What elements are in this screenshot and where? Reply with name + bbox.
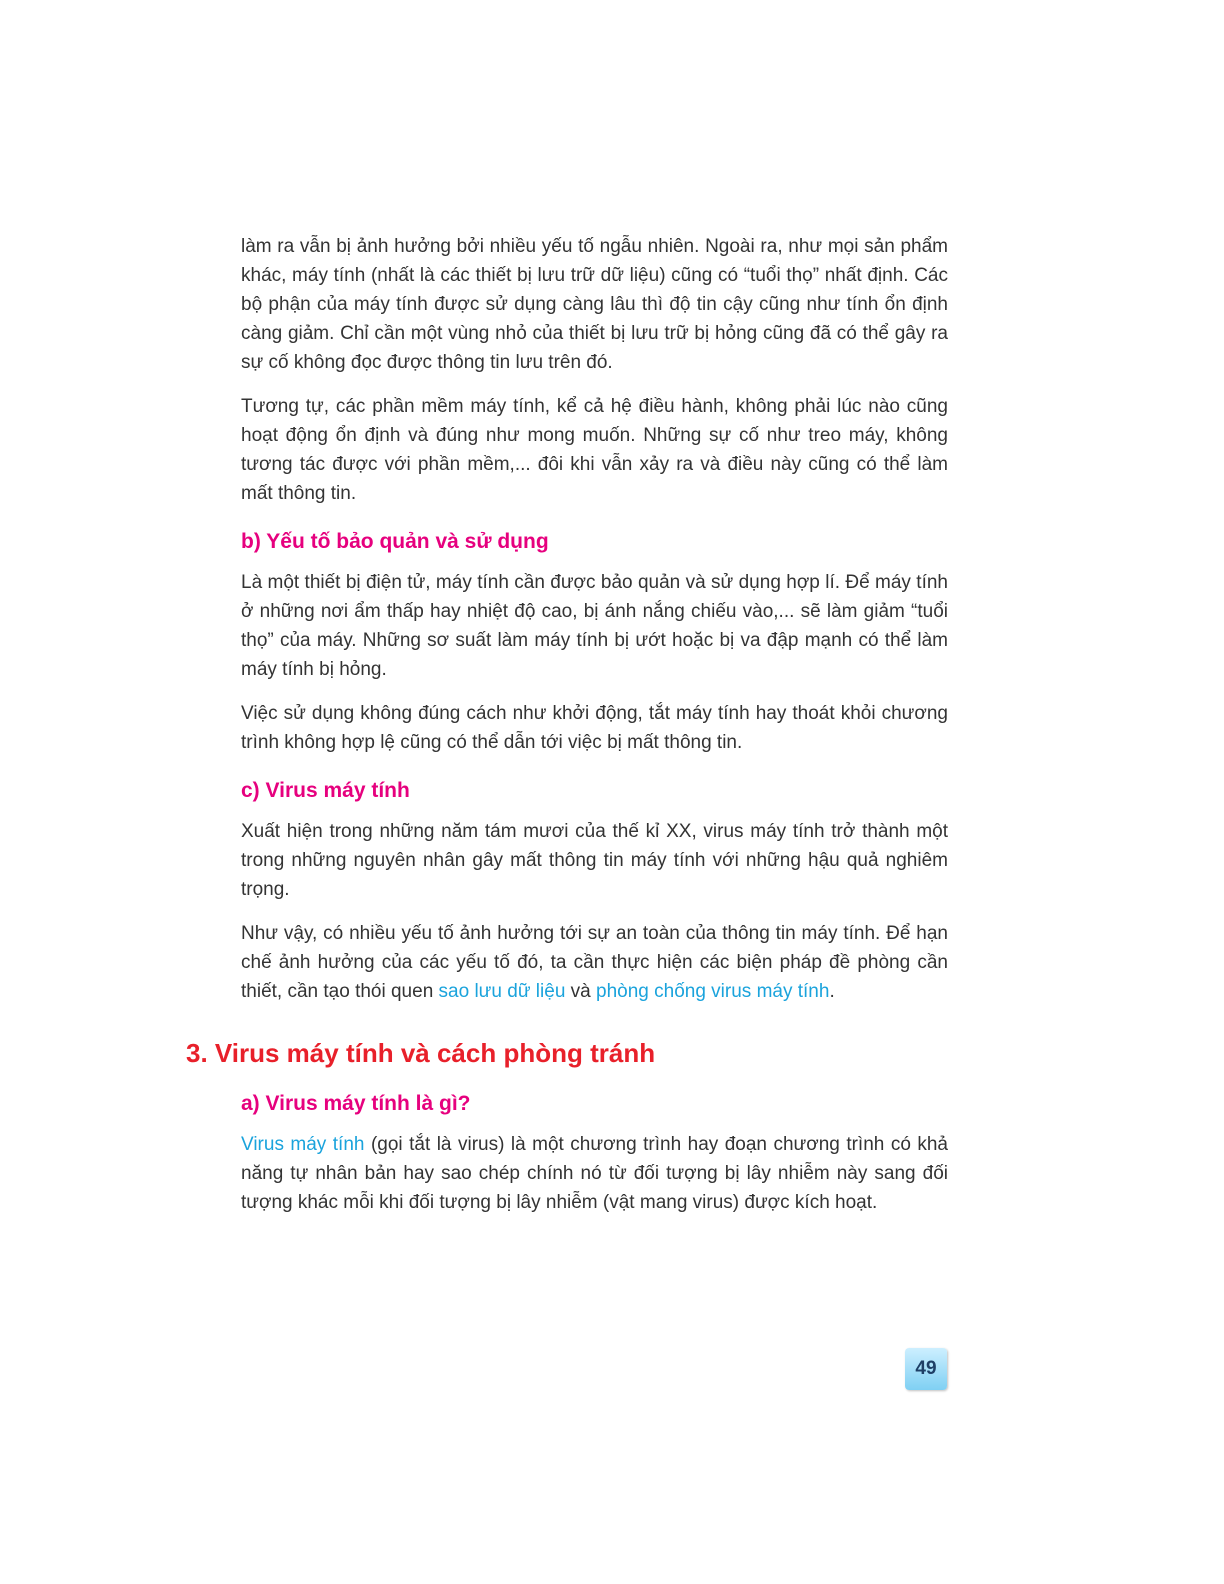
paragraph-storage: Là một thiết bị điện tử, máy tính cần được bảo quản và sử dụng hợp lí. Để máy tính ở những nơi ẩm thấp hay nhiệt độ cao, bị ánh nắng chiếu vào,... sẽ làm giảm “tuổi thọ” của máy. Những sơ suất làm máy tính bị ướt hoặc bị va đập mạnh có thể làm máy tính bị hỏng.	[241, 572, 948, 680]
link-backup-data[interactable]: sao lưu dữ liệu	[438, 981, 566, 1002]
page-content	[186, 232, 948, 1232]
subheading-storage-usage: b) Yếu tố bảo quản và sử dụng	[241, 530, 549, 553]
paragraph-summary	[241, 919, 948, 1006]
summary-text-before: Như vậy, có nhiều yếu tố ảnh hưởng tới sự an toàn của thông tin máy tính. Để hạn chế ảnh hưởng của các yếu tố đó, ta cần thực hiện các biện pháp đề phòng cần thiết, cần tạo thói quen	[241, 923, 948, 1002]
summary-text-middle: và	[565, 981, 597, 1002]
subheading-what-is-virus: a) Virus máy tính là gì?	[241, 1092, 471, 1115]
paragraph-software: Tương tự, các phần mềm máy tính, kể cả hệ điều hành, không phải lúc nào cũng hoạt động ổn định và đúng như mong muốn. Những sự cố như treo máy, không tương tác được với phần mềm,... đôi khi vẫn xảy ra và điều này cũng có thể làm mất thông tin.	[241, 396, 948, 504]
section-heading-virus: 3. Virus máy tính và cách phòng tránh	[186, 1038, 656, 1068]
summary-text-after: .	[829, 981, 835, 1002]
subheading-computer-virus: c) Virus máy tính	[241, 779, 410, 802]
paragraph-reliability: làm ra vẫn bị ảnh hưởng bởi nhiều yếu tố ngẫu nhiên. Ngoài ra, như mọi sản phẩm khác, máy tính (nhất là các thiết bị lưu trữ dữ liệu) cũng có “tuổi thọ” nhất định. Các bộ phận của máy tính được sử dụng càng lâu thì độ tin cậy cũng như tính ổn định càng giảm. Chỉ cần một vùng nhỏ của thiết bị lưu trữ bị hỏng cũng đã có thể gây ra sự cố không đọc được thông tin lưu trên đó.	[241, 236, 948, 373]
page-number-badge: 49	[905, 1348, 947, 1390]
link-virus-protection[interactable]: phòng chống virus máy tính	[596, 981, 830, 1002]
link-virus-term[interactable]: Virus máy tính	[241, 1134, 365, 1155]
paragraph-usage: Việc sử dụng không đúng cách như khởi động, tắt máy tính hay thoát khỏi chương trình không hợp lệ cũng có thể dẫn tới việc bị mất thông tin.	[241, 703, 948, 753]
paragraph-virus-definition	[241, 1130, 948, 1217]
definition-text: (gọi tắt là virus) là một chương trình hay đoạn chương trình có khả năng tự nhân bản hay sao chép chính nó từ đối tượng bị lây nhiễm này sang đối tượng khác mỗi khi đối tượng bị lây nhiễm (vật mang virus) được kích hoạt.	[241, 1134, 948, 1213]
paragraph-virus-history: Xuất hiện trong những năm tám mươi của thế kỉ XX, virus máy tính trở thành một trong những nguyên nhân gây mất thông tin máy tính với những hậu quả nghiêm trọng.	[241, 821, 948, 900]
